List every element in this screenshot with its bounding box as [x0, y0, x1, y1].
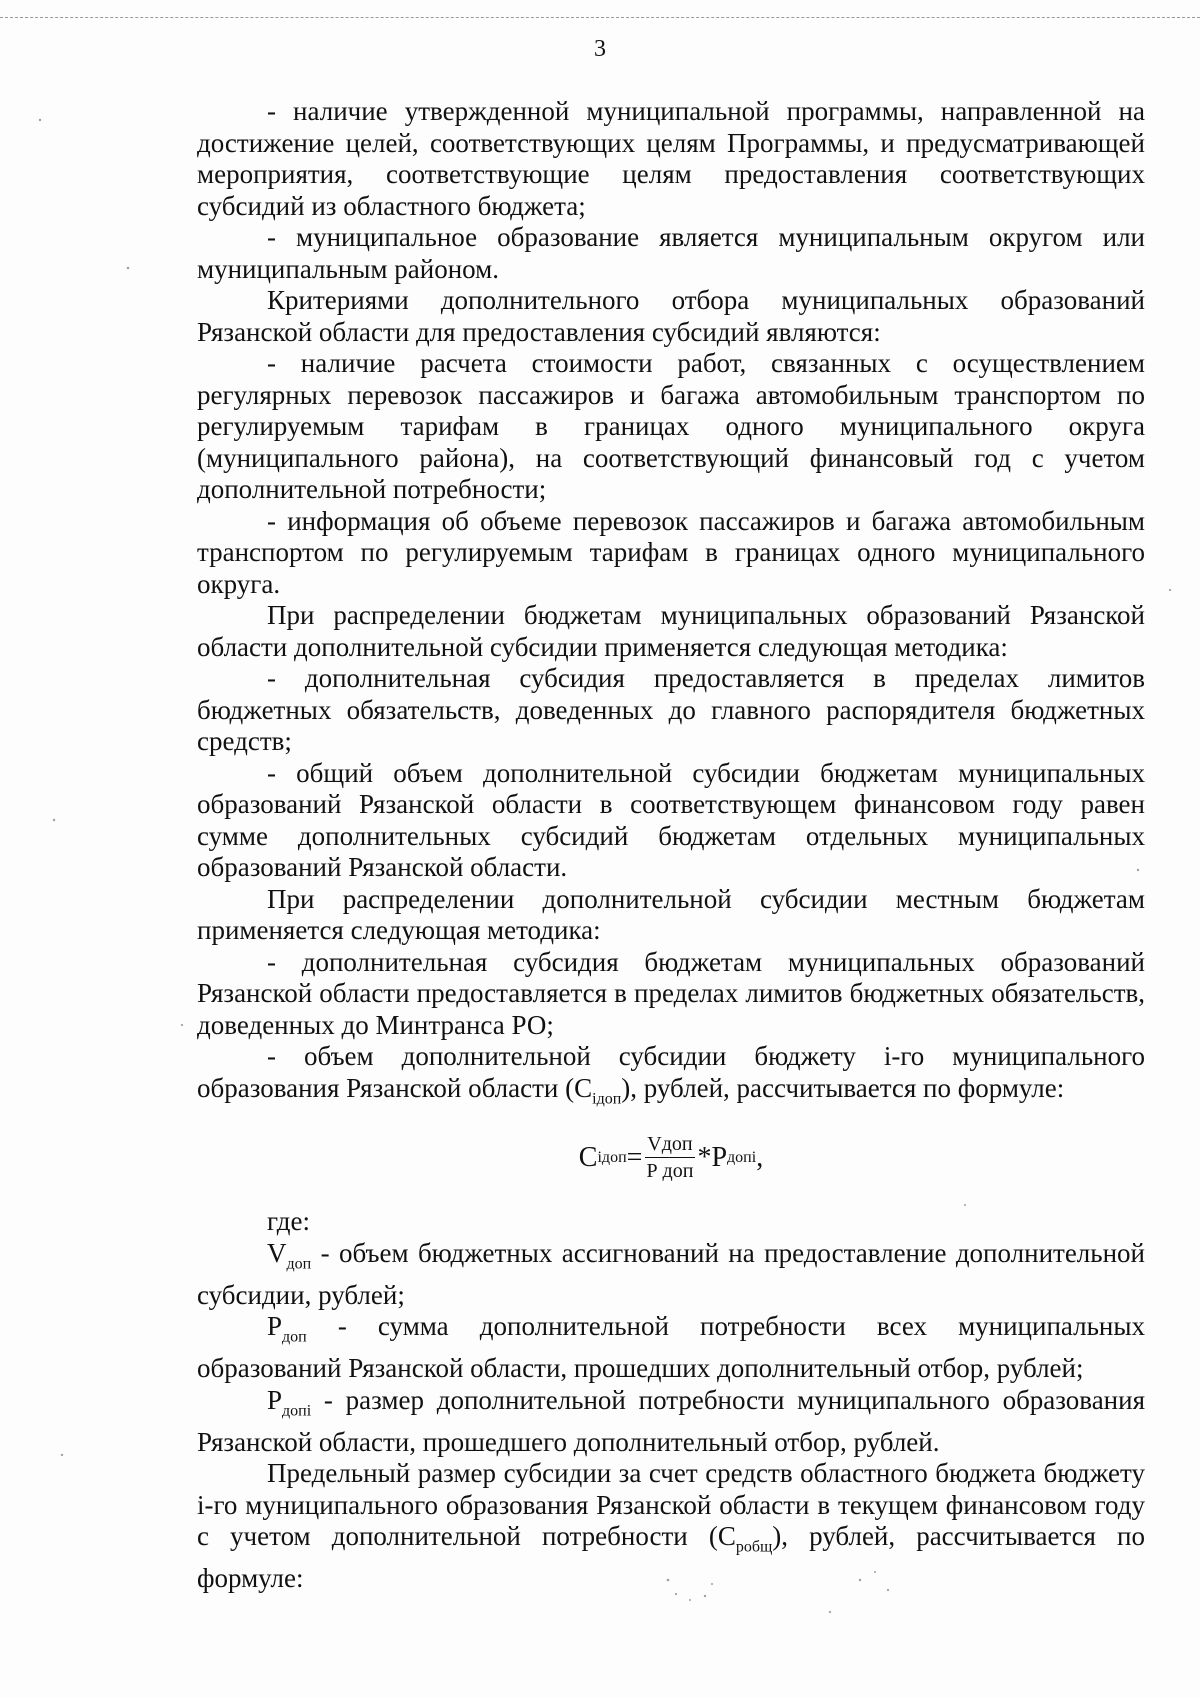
formula-times: *Р [697, 1141, 728, 1173]
paragraph-program-requirement: - наличие утвержденной муниципальной программы, направленной на достижение целей, соответствующих целям Программы, и предусматривающей мероприятия, соответствующие целям предоставления соответствующих субсидий из областного бюджета; [197, 96, 1145, 221]
scan-top-edge [0, 17, 1200, 18]
paragraph-local-budgets: При распределении дополнительной субсидии местным бюджетам применяется следующая методика: [197, 883, 1145, 945]
where-label: где: [267, 1206, 310, 1237]
paragraph-cost-calculation: - наличие расчета стоимости работ, связанных с осуществлением регулярных перевозок пассажиров и багажа автомобильным транспортом по регулируемым тарифам в границах одного муниципального округа (муниципального района), на соответствующий финансовый год с учетом дополнительной потребности; [197, 348, 1145, 504]
document-body [197, 96, 1145, 1594]
formula-lhs-sub: iдоп [597, 1148, 627, 1166]
definition-p-dop: $Р_{доп}$ - сумма дополнительной потребности всех муниципальных образований Рязанской области, прошедших дополнительный отбор, рублей; [197, 1311, 1145, 1384]
paragraph-transport-volume: - информация об объеме перевозок пассажиров и багажа автомобильным транспортом по регулируемым тарифам в границах одного муниципального округа. [197, 505, 1145, 599]
paragraph-additional-criteria: Критериями дополнительного отбора муниципальных образований Рязанской области для предоставления субсидий являются: [197, 285, 1145, 347]
formula-lhs: С [578, 1141, 598, 1173]
paragraph-formula-intro: - объем дополнительной субсидии бюджету i-го муниципального образования Рязанской области $(С_{iдоп})$, рублей, рассчитывается по формуле: [197, 1041, 1145, 1107]
formula-fraction [644, 1131, 695, 1184]
paragraph-limits: - дополнительная субсидия предоставляется в пределах лимитов бюджетных обязательств, доведенных до главного распорядителя бюджетных средств; [197, 663, 1145, 756]
subsidy-formula: С iдоп = $\frac{\text{Vдоп}}{\text{Р доп}}$ *Р допi , [578, 1132, 764, 1182]
paragraph-mintrans-limits: - дополнительная субсидия бюджетам муниципальных образований Рязанской области предоставляется в пределах лимитов бюджетных обязательств, доведенных до Минтранса РО; [197, 946, 1145, 1040]
page-number: 3 [594, 36, 606, 62]
paragraph-max-subsidy: Предельный размер субсидии за счет средств областного бюджета бюджету i-го муниципального образования Рязанской области в текущем финансовом году с учетом дополнительной потребности $(С_{робщ})$, рублей, рассчитывается по формуле: [197, 1458, 1145, 1593]
paragraph-distribution-method: При распределении бюджетам муниципальных образований Рязанской области дополнительной субсидии применяется следующая методика: [197, 600, 1145, 662]
formula-equals: = [626, 1141, 643, 1173]
definition-p-dopi: $Р_{допi}$ - размер дополнительной потребности муниципального образования Рязанской области, прошедшего дополнительный отбор, рублей. [197, 1384, 1145, 1457]
paragraph-municipal-status: - муниципальное образование является муниципальным округом или муниципальным районом. [197, 222, 1145, 284]
paragraph-total-volume: - общий объем дополнительной субсидии бюджетам муниципальных образований Рязанской области в соответствующем финансовом году равен сумме дополнительных субсидий бюджетам отдельных муниципальных образований Рязанской области. [197, 757, 1145, 882]
formula-denominator: Р доп [646, 1159, 694, 1182]
definition-v-dop: $V_{доп}$ - объем бюджетных ассигнований на предоставление дополнительной субсидии, рублей; [197, 1237, 1145, 1310]
formula-factor-sub: допi [727, 1148, 757, 1166]
formula-numerator: Vдоп [645, 1131, 694, 1158]
